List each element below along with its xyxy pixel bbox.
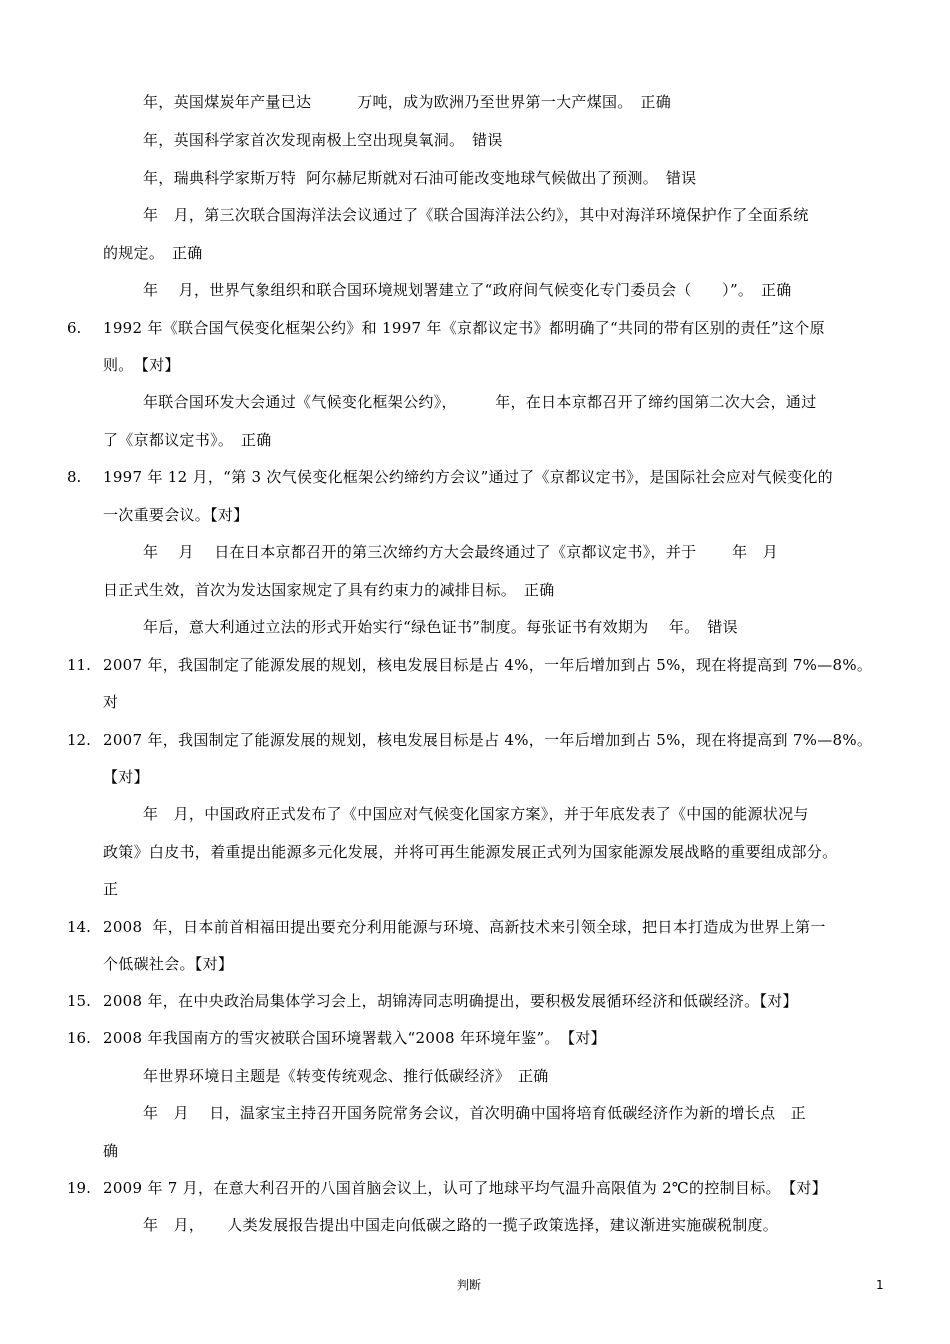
item-number: 11.: [67, 656, 91, 674]
text-line-8: 则。 【对】: [103, 356, 180, 374]
item-number: 8.: [67, 468, 82, 486]
text-line-20: 年 月，中国政府正式发布了《中国应对气候变化国家方案》，并于年底发表了《中国的能源状况与: [143, 805, 809, 823]
text-line-7: 1992 年《联合国气侯变化框架公约》和 1997 年《京都议定书》都明确了“共同的带有区别的责任”这个原: [103, 319, 825, 337]
text-line-25: 2008 年，在中央政治局集体学习会上，胡锦涛同志明确提出，要积极发展循环经济和低碳经济。【对】: [103, 992, 798, 1010]
item-number: 12.: [67, 731, 91, 749]
text-line-10: 了《京都议定书》。 正确: [103, 431, 272, 449]
text-line-23: 2008 年，日本前首相福田提出要充分利用能源与环境、高新技术来引领全球，把日本打造成为世界上第一: [103, 918, 826, 936]
text-line-3: 年，瑞典科学家斯万特 阿尔赫尼斯就对石油可能改变地球气候做出了预测。 错误: [143, 169, 697, 187]
text-line-5: 的规定。 正确: [103, 244, 203, 262]
text-line-24: 个低碳社会。【对】: [103, 955, 234, 973]
text-line-19: 【对】: [103, 768, 149, 786]
text-line-16: 2007 年，我国制定了能源发展的规划，核电发展目标是占 4%，一年后增加到占 5%，现在将提高到 7%—8%。: [103, 656, 873, 674]
text-line-21: 政策》白皮书，着重提出能源多元化发展，并将可再生能源发展正式列为国家能源发展战略的重要组成部分。: [103, 843, 838, 861]
text-line-11: 1997 年 12 月，“第 3 次气侯变化框架公约缔约方会议”通过了《京都议定书》，是国际社会应对气候变化的: [103, 468, 833, 486]
text-line-2: 年，英国科学家首次发现南极上空出现臭氧洞。 错误: [143, 131, 503, 149]
item-number: 19.: [67, 1179, 91, 1197]
text-line-15: 年后，意大利通过立法的形式开始实行“绿色证书”制度。每张证书有效期为 年。 错误: [143, 618, 738, 636]
text-line-12: 一次重要会议。【对】: [103, 506, 249, 524]
text-line-17: 对: [103, 693, 119, 711]
item-number: 6.: [67, 319, 82, 337]
text-line-14: 日正式生效，首次为发达国家规定了具有约束力的减排目标。 正确: [103, 581, 555, 599]
text-line-30: 2009 年 7 月，在意大利召开的八国首脑会议上，认可了地球平均气温升高限值为 2℃的控制目标。 【对】: [103, 1179, 828, 1197]
page-number: 1: [876, 1278, 884, 1292]
item-number: 16.: [67, 1029, 91, 1047]
text-line-13: 年 月 日在日本京都召开的第三次缔约方大会最终通过了《京都议定书》，并于 年 月: [143, 543, 779, 561]
text-line-29: 确: [103, 1142, 119, 1160]
item-number: 14.: [67, 918, 91, 936]
text-line-26: 2008 年我国南方的雪灾被联合国环境署载入“2008 年环境年鉴”。 【对】: [103, 1029, 606, 1047]
text-line-1: 年，英国煤炭年产量已达 万吨，成为欧洲乃至世界第一大产煤国。 正确: [143, 93, 672, 111]
text-line-28: 年 月 日，温家宝主持召开国务院常务会议，首次明确中国将培育低碳经济作为新的增长点 正: [143, 1104, 806, 1122]
text-line-18: 2007 年，我国制定了能源发展的规划，核电发展目标是占 4%，一年后增加到占 5%，现在将提高到 7%—8%。: [103, 731, 873, 749]
item-number: 15.: [67, 992, 91, 1010]
text-line-9: 年联合国环发大会通过《气候变化框架公约》， 年，在日本京都召开了缔约国第二次大会，通过: [143, 393, 817, 411]
footer-label: 判断: [457, 1278, 482, 1292]
text-line-4: 年 月，第三次联合国海洋法会议通过了《联合国海洋法公约》，其中对海洋环境保护作了全面系统: [143, 206, 809, 224]
text-line-22: 正: [103, 880, 119, 898]
text-line-31: 年 月， 人类发展报告提出中国走向低碳之路的一揽子政策选择，建议渐进实施碳税制度。: [143, 1216, 779, 1234]
text-line-27: 年世界环境日主题是《转变传统观念、推行低碳经济》 正确: [143, 1067, 549, 1085]
text-line-6: 年 月，世界气象组织和联合国环境规划署建立了“政府间气候变化专门委员会（ ）”。 正确: [143, 281, 792, 299]
